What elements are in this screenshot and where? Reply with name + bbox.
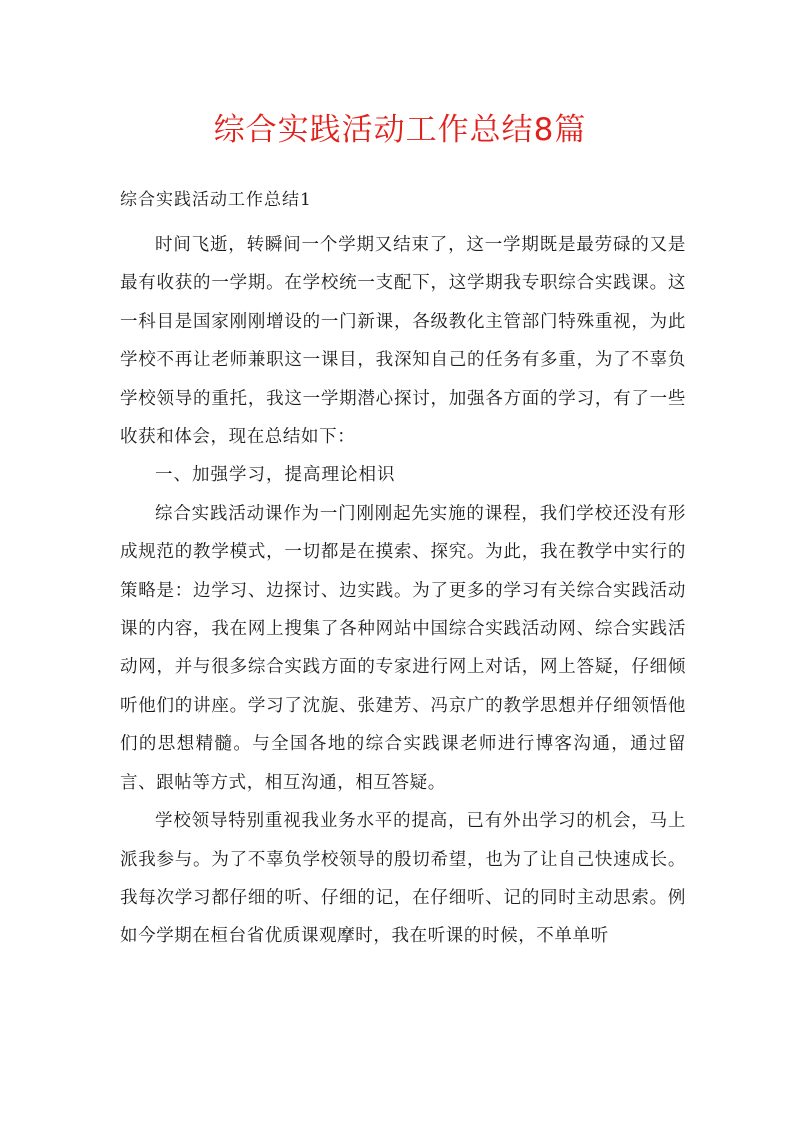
paragraph-intro: 时间飞逝，转瞬间一个学期又结束了，这一学期既是最劳碌的又是最有收获的一学期。在学校统一支配下，这学期我专职综合实践课。这一科目是国家刚刚增设的一门新课，各级教化主管部门特殊重视，为此学校不再让老师兼职这一课目，我深知自己的任务有多重，为了不辜负学校领导的重托，我这一学期潜心探讨，加强各方面的学习，有了一些收获和体会，现在总结如下： xyxy=(120,235,686,448)
paragraph-subheading-1: 一、加强学习，提高理论相识 xyxy=(155,465,396,486)
document-body xyxy=(120,226,686,956)
paragraph-learning: 综合实践活动课作为一门刚刚起先实施的课程，我们学校还没有形成规范的教学模式，一切都是在摸索、探究。为此，我在教学中实行的策略是：边学习、边探讨、边实践。为了更多的学习有关综合实践活动课的内容，我在网上搜集了各种网站中国综合实践活动网、综合实践活动网，并与很多综合实践方面的专家进行网上对话，网上答疑，仔细倾听他们的讲座。学习了沈旎、张建芳、冯京广的教学思想并仔细领悟他们的思想精髓。与全国各地的综合实践课老师进行博客沟通，通过留言、跟帖等方式，相互沟通，相互答疑。 xyxy=(120,503,686,793)
section-heading: 综合实践活动工作总结1 xyxy=(120,190,312,210)
document-title: 综合实践活动工作总结8篇 xyxy=(213,112,587,148)
paragraph-training: 学校领导特别重视我业务水平的提高，已有外出学习的机会，马上派我参与。为了不辜负学校领导的殷切希望，也为了让自己快速成长。我每次学习都仔细的听、仔细的记，在仔细听、记的同时主动思索。例如今学期在桓台省优质课观摩时，我在听课的时候，不单单听 xyxy=(120,811,686,947)
